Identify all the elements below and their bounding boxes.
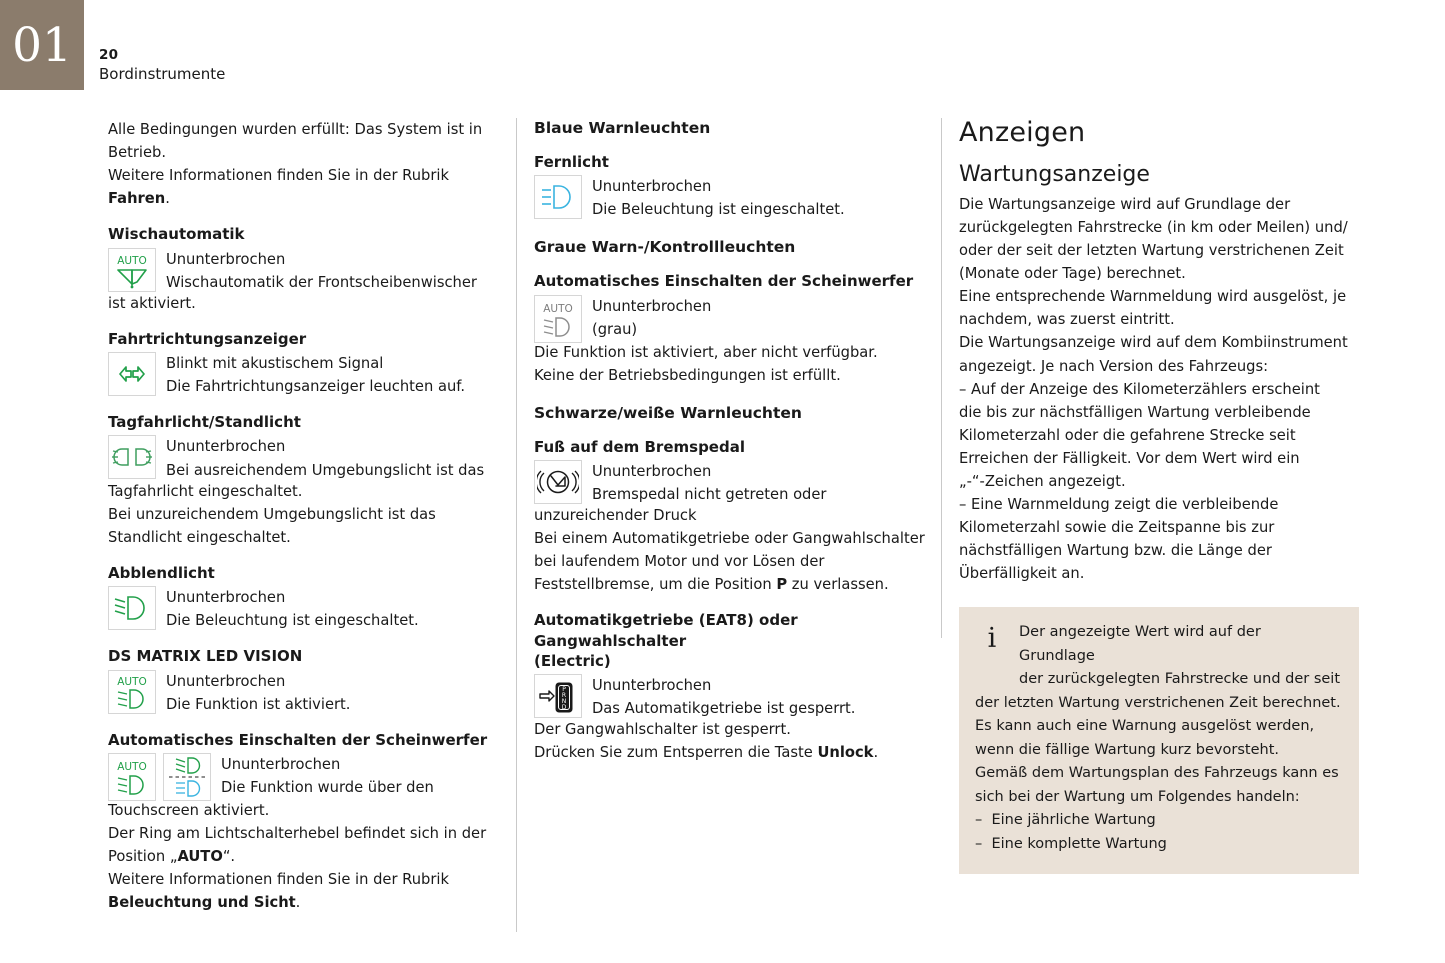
auto-headlights-line-4: Weitere Informationen finden Sie in der Rubrik (108, 871, 449, 889)
info-line-7: sich bei der Wartung um Folgendes handeln: (975, 788, 1300, 805)
auto-headlights-pos-pre: Position „ (108, 848, 178, 866)
info-line-6: Gemäß dem Wartungsplan des Fahrzeugs kann es (975, 765, 1339, 782)
page-columns (0, 118, 1445, 948)
entry-text (156, 585, 419, 632)
info-line-1: Der angezeigte Wert wird auf der Grundlage (1019, 624, 1261, 664)
icon-stack (108, 669, 156, 714)
heading-auto-headlights: Automatisches Einschalten der Scheinwerfer (108, 730, 488, 749)
entry-text (156, 434, 484, 481)
entry-automatikgetriebe (534, 673, 926, 720)
info-line-5: wenn die fällige Wartung kurz bevorsteht. (975, 741, 1279, 758)
description-text: Die Beleuchtung ist eingeschaltet. (592, 201, 845, 219)
bremspedal-pos-bold: P (776, 576, 788, 594)
status-text: Ununterbrochen (592, 462, 712, 480)
bremspedal-line-2: Bei einem Automatikgetriebe oder Gangwahlschalter (534, 530, 925, 548)
status-text: Ununterbrochen (166, 589, 286, 607)
entry-ds-matrix (108, 669, 500, 716)
auto-headlights-grey-continuation (534, 341, 926, 387)
body-line-10: die bis zur nächstfälligen Wartung verbleibende (959, 403, 1311, 421)
body-line-3: oder der seit der letzten Wartung verstrichenen Zeit (959, 242, 1344, 260)
tagfahrlicht-continuation (108, 480, 500, 549)
auto-wiper-icon (108, 248, 156, 292)
info-note-rest (975, 692, 1341, 856)
description-text: Wischautomatik der Frontscheibenwischer (166, 273, 477, 291)
entry-tagfahrlicht (108, 434, 500, 481)
automatikgetriebe-title-line-1: Automatikgetriebe (EAT8) oder Gangwahlschalter (534, 611, 798, 650)
status-text: Ununterbrochen (592, 677, 712, 695)
column-3 (959, 118, 1359, 874)
heading-graue-warnleuchten: Graue Warn-/Kontrollleuchten (534, 238, 796, 257)
entry-text (211, 752, 434, 799)
heading-auto-headlights-grey: Automatisches Einschalten der Scheinwerfer (534, 272, 914, 291)
automatikgetriebe-title-line-2: (Electric) (534, 651, 611, 670)
entry-text (156, 247, 477, 294)
status-text: Ununterbrochen (166, 438, 286, 456)
heading-fernlicht: Fernlicht (534, 152, 609, 171)
icon-stack (108, 351, 156, 396)
heading-fahrtrichtungsanzeiger: Fahrtrichtungsanzeiger (108, 329, 307, 348)
tagfahrlicht-line-3: Standlicht eingeschaltet. (108, 528, 291, 546)
getriebe-unlock-bold: Unlock (817, 744, 874, 762)
turn-signal-arrows-icon (108, 352, 156, 396)
header-text (99, 47, 225, 85)
getriebe-unlock-post: . (873, 744, 879, 762)
auto-low-beam-icon (108, 753, 156, 801)
description-text: Das Automatikgetriebe ist gesperrt. (592, 700, 856, 718)
bremspedal-line-3: bei laufendem Motor und vor Lösen der (534, 553, 825, 571)
body-line-6: nachdem, was zuerst eintritt. (959, 311, 1175, 329)
page-header (0, 0, 1445, 100)
status-text: Blinkt mit akustischem Signal (166, 355, 384, 373)
entry-fahrtrichtungsanzeiger (108, 351, 500, 398)
column-1 (108, 118, 500, 914)
description-text: (grau) (592, 320, 638, 338)
body-line-17: Überfälligkeit an. (959, 565, 1085, 583)
auto-headlights-pos-bold: AUTO (177, 848, 223, 866)
svg-text:AUTO: AUTO (117, 760, 147, 773)
body-line-12: Erreichen der Fälligkeit. Vor dem Wert wird ein (959, 449, 1300, 467)
chapter-number-badge: 01 (0, 0, 84, 90)
entry-wischautomatik (108, 247, 500, 294)
subsection-title-wartungsanzeige: Wartungsanzeige (959, 161, 1150, 187)
body-line-9: – Auf der Anzeige des Kilometerzählers erscheint (959, 380, 1320, 398)
auto-headlights-continuation (108, 799, 500, 914)
low-beam-icon (108, 586, 156, 630)
auto-low-beam-grey-icon (534, 295, 582, 343)
body-line-14: – Eine Warnmeldung zeigt die verbleibende (959, 496, 1279, 513)
brake-pedal-icon (534, 460, 582, 504)
wischautomatik-continuation: ist aktiviert. (108, 294, 196, 312)
svg-text:P: P (562, 686, 566, 694)
heading-fuss-bremspedal: Fuß auf dem Bremspedal (534, 437, 745, 456)
intro-line-2: Betrieb. (108, 144, 167, 162)
body-line-4: (Monate oder Tage) berechnet. (959, 265, 1186, 283)
description-text: Die Funktion ist aktiviert. (166, 695, 351, 713)
heading-blaue-warnleuchten: Blaue Warnleuchten (534, 119, 711, 137)
getriebe-unlock-pre: Drücken Sie zum Entsperren die Taste (534, 744, 818, 762)
entry-auto-headlights-grey (534, 294, 926, 343)
heading-tagfahrlicht: Tagfahrlicht/Standlicht (108, 413, 301, 432)
icon-stack (108, 585, 156, 630)
heading-abblendlicht: Abblendlicht (108, 563, 215, 582)
status-text: Ununterbrochen (592, 178, 712, 196)
status-text: Ununterbrochen (166, 672, 286, 690)
bremspedal-pos-pre: Feststellbremse, um die Position (534, 576, 777, 594)
wartungsanzeige-body (959, 193, 1359, 585)
info-line-4: Es kann auch eine Warnung ausgelöst werden, (975, 718, 1315, 735)
info-line-3: der letzten Wartung verstrichenen Zeit berechnet. (975, 694, 1341, 711)
entry-text (582, 459, 826, 506)
svg-text:AUTO: AUTO (117, 254, 147, 267)
automatikgetriebe-continuation (534, 718, 926, 764)
body-line-13: „-“-Zeichen angezeigt. (959, 472, 1126, 490)
grey-line-1: Die Funktion ist aktiviert, aber nicht verfügbar. (534, 343, 878, 361)
body-line-5: Eine entsprechende Warnmeldung wird ausgelöst, je (959, 288, 1347, 306)
bremspedal-continuation (534, 504, 926, 596)
intro-ref-rest: . (165, 190, 170, 208)
intro-line-1: Alle Bedingungen wurden erfüllt: Das System ist in (108, 121, 483, 138)
auto-low-beam-icon (108, 670, 156, 714)
entry-fernlicht (534, 174, 926, 221)
heading-wischautomatik: Wischautomatik (108, 225, 245, 244)
page-number: 20 (99, 47, 119, 63)
svg-text:AUTO: AUTO (117, 675, 147, 688)
tagfahrlicht-line-2: Bei unzureichendem Umgebungslicht ist das (108, 505, 436, 523)
info-list-item-1: – Eine jährliche Wartung (975, 812, 1156, 829)
auto-headlights-pos-post: “. (222, 848, 236, 866)
info-list-item-2: – Eine komplette Wartung (975, 835, 1167, 852)
entry-text (156, 351, 465, 398)
icon-stack (534, 294, 582, 343)
intro-paragraph (108, 118, 500, 210)
icon-stack (108, 752, 211, 801)
getriebe-line-1: Der Gangwahlschalter ist gesperrt. (534, 721, 791, 739)
entry-text (582, 673, 855, 720)
info-note-intro (1019, 621, 1341, 691)
tagfahrlicht-line-1: Tagfahrlicht eingeschaltet. (108, 482, 303, 500)
auto-headlights-ref-post: . (295, 894, 301, 912)
high-beam-blue-icon (534, 175, 582, 219)
body-line-8: angezeigt. Je nach Version des Fahrzeugs: (959, 357, 1269, 375)
body-line-11: Kilometerzahl oder die gefahrene Strecke seit (959, 426, 1296, 444)
description-text: Die Funktion wurde über den (221, 778, 434, 796)
entry-fuss-bremspedal (534, 459, 926, 506)
body-line-2: zurückgelegten Fahrstrecke (in km oder Meilen) und/ (959, 219, 1348, 237)
intro-ref-bold: Fahren (108, 190, 166, 208)
info-line-2: der zurückgelegten Fahrstrecke und der seit (1019, 671, 1341, 688)
auto-headlights-line-2: Der Ring am Lichtschalterhebel befindet sich in der (108, 824, 487, 842)
entry-abblendlicht (108, 585, 500, 632)
entry-text (582, 174, 845, 221)
heading-schwarze-weisse-warnleuchten: Schwarze/weiße Warnleuchten (534, 403, 802, 422)
status-text: Ununterbrochen (221, 755, 341, 773)
column-divider-1 (516, 118, 517, 932)
svg-text:D: D (561, 704, 567, 712)
column-divider-2 (941, 118, 942, 638)
chapter-name: Bordinstrumente (99, 64, 226, 83)
icon-stack (108, 247, 156, 292)
entry-text (156, 669, 350, 716)
icon-stack (108, 434, 156, 479)
entry-text (582, 294, 711, 341)
description-text: Bremspedal nicht getreten oder (592, 485, 827, 503)
info-icon: i (987, 623, 997, 655)
entry-auto-headlights (108, 752, 500, 801)
column-2 (534, 118, 926, 764)
body-line-1: Die Wartungsanzeige wird auf Grundlage der (959, 195, 1291, 213)
svg-text:R: R (561, 692, 567, 700)
info-note-box (959, 607, 1359, 874)
body-line-16: nächstfälligen Wartung bzw. die Länge der (959, 542, 1272, 560)
auto-headlights-ref-bold: Beleuchtung und Sicht (108, 894, 296, 912)
status-text: Ununterbrochen (592, 297, 712, 315)
icon-stack (534, 174, 582, 219)
description-text: Bei ausreichendem Umgebungslicht ist das (166, 461, 485, 479)
grey-line-2: Keine der Betriebsbedingungen ist erfüllt. (534, 366, 841, 384)
body-line-15: Kilometerzahl sowie die Zeitspanne bis zur (959, 519, 1275, 537)
intro-line-3: Weitere Informationen finden Sie in der Rubrik (108, 167, 449, 185)
description-text: Die Fahrtrichtungsanzeiger leuchten auf. (166, 378, 466, 396)
bremspedal-pos-post: zu verlassen. (787, 576, 889, 594)
svg-text:N: N (561, 698, 567, 706)
icon-stack (534, 673, 582, 718)
body-line-7: Die Wartungsanzeige wird auf dem Kombiinstrument (959, 334, 1348, 352)
icon-stack (534, 459, 582, 504)
bremspedal-line-1: unzureichender Druck (534, 506, 697, 524)
daytime-running-light-icon (108, 435, 156, 479)
page-title: Anzeigen (959, 117, 1086, 148)
auto-high-low-beam-switch-icon (163, 753, 211, 801)
svg-text:AUTO: AUTO (543, 302, 573, 315)
description-text: Die Beleuchtung ist eingeschaltet. (166, 612, 419, 630)
status-text: Ununterbrochen (166, 250, 286, 268)
heading-ds-matrix-led-vision: DS MATRIX LED VISION (108, 647, 303, 666)
heading-automatikgetriebe (534, 610, 926, 671)
auto-headlights-line-1: Touchscreen aktiviert. (108, 801, 270, 819)
gear-selector-prnd-icon (534, 674, 582, 718)
